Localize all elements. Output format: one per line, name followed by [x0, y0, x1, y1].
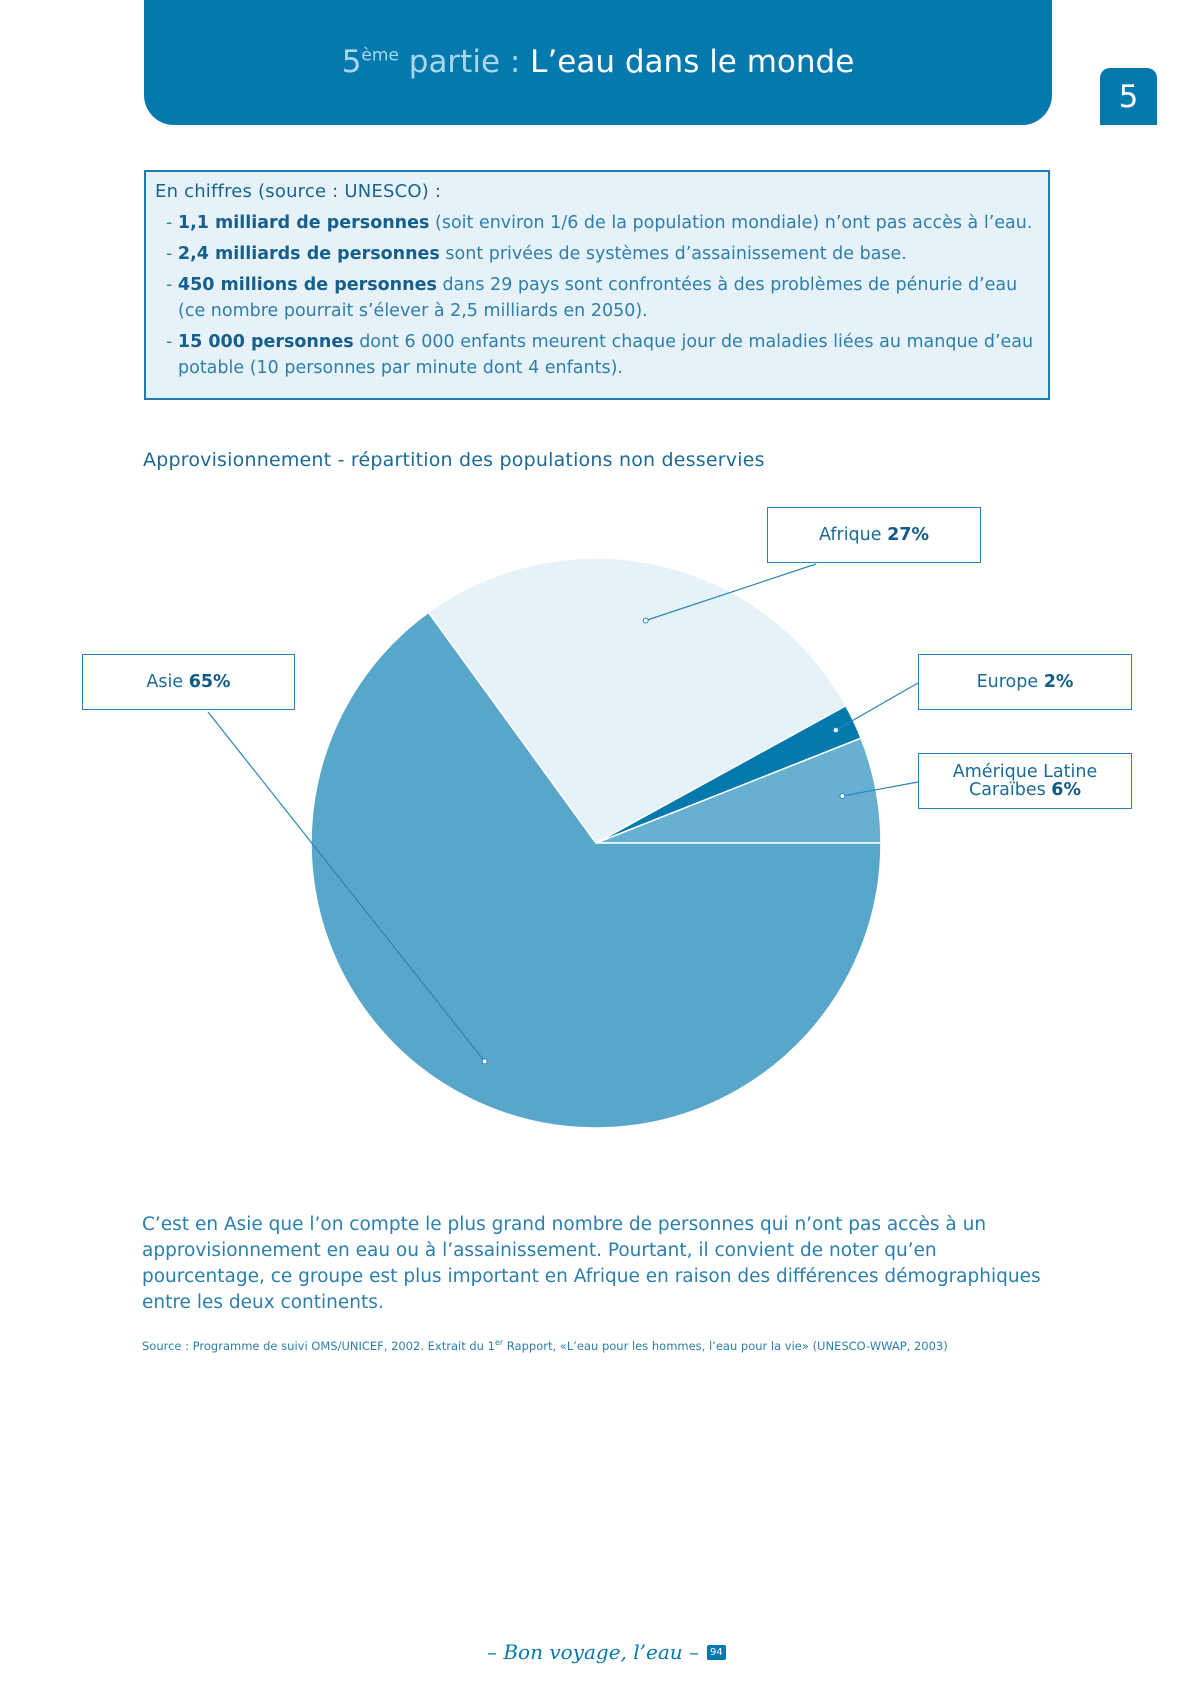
- callout-label: Europe: [976, 672, 1039, 692]
- chapter-tab: 5: [1100, 68, 1157, 125]
- callout-africa: [767, 507, 981, 563]
- section-name: L’eau dans le monde: [530, 43, 855, 80]
- fact-highlight: 1,1 milliard de personnes: [177, 213, 430, 233]
- source-note: [142, 1338, 948, 1353]
- callout-label: Afrique: [818, 525, 882, 545]
- section-header: [144, 0, 1052, 125]
- callout-value: 6%: [1051, 780, 1081, 800]
- source-ordinal: er: [494, 1338, 504, 1347]
- facts-list: [155, 210, 1039, 381]
- facts-heading: En chiffres (source : UNESCO) :: [155, 181, 442, 202]
- fact-text: dont 6 000 enfants meurent chaque jour de maladies liées au manque d’eau potable (10 personnes par minute dont 4 enfants).: [178, 332, 1034, 378]
- chart-title: Approvisionnement - répartition des populations non desservies: [143, 449, 765, 471]
- page-number: 94: [707, 1645, 726, 1660]
- fact-text: dans 29 pays sont confrontées à des problèmes de pénurie d’eau (ce nombre pourrait s’élever à 2,5 milliards en 2050).: [178, 275, 1018, 321]
- facts-box: [144, 170, 1050, 400]
- leader-line-asia-dot: [482, 1059, 487, 1064]
- footer: [487, 1640, 726, 1664]
- source-text-start: Source : Programme de suivi OMS/UNICEF, 2002. Extrait du 1: [142, 1338, 495, 1353]
- fact-highlight: 15 000 personnes: [177, 332, 354, 352]
- fact-item: - 15 000 personnes dont 6 000 enfants meurent chaque jour de maladies liées au manque d’eau potable (10 personnes par minute dont 4 enfants).: [166, 332, 1034, 378]
- fact-highlight: 450 millions de personnes: [177, 275, 437, 295]
- callout-label-line2: Caraïbes: [968, 780, 1046, 800]
- callout-label-line1: Amérique Latine: [952, 762, 1098, 782]
- fact-item: - 1,1 milliard de personnes (soit environ 1/6 de la population mondiale) n’ont pas accès à l’eau.: [166, 213, 1033, 233]
- fact-text: (soit environ 1/6 de la population mondiale) n’ont pas accès à l’eau.: [429, 213, 1033, 233]
- footer-tagline: – Bon voyage, l’eau –: [487, 1640, 700, 1664]
- callout-asia: [82, 654, 295, 710]
- section-number: 5: [341, 43, 362, 80]
- leader-line-europe: [836, 683, 918, 730]
- callout-value: 65%: [188, 672, 231, 692]
- fact-highlight: 2,4 milliards de personnes: [177, 244, 440, 264]
- callout-label: Asie: [146, 672, 184, 692]
- callout-value: 27%: [887, 525, 929, 545]
- section-title: [342, 44, 855, 80]
- pie-chart: [0, 480, 1191, 1140]
- section-number-suffix: ème: [361, 45, 399, 66]
- fact-text: sont privées de systèmes d’assainissement de base.: [439, 244, 907, 264]
- fact-item: - 450 millions de personnes dans 29 pays sont confrontées à des problèmes de pénurie d’eau (ce nombre pourrait s’élever à 2,5 milliards en 2050).: [166, 275, 1018, 321]
- source-text-end: Rapport, «L’eau pour les hommes, l’eau pour la vie» (UNESCO-WWAP, 2003): [503, 1338, 948, 1353]
- callout-europe: [918, 654, 1132, 710]
- leader-line-africa-dot: [643, 618, 648, 623]
- fact-item: - 2,4 milliards de personnes sont privées de systèmes d’assainissement de base.: [166, 244, 907, 264]
- section-part-label: partie :: [398, 43, 531, 80]
- callout-latin-america: [918, 753, 1132, 809]
- leader-line-latin-america-dot: [840, 794, 845, 799]
- callout-value: 2%: [1043, 672, 1074, 692]
- leader-line-europe-dot: [833, 728, 838, 733]
- body-paragraph: C’est en Asie que l’on compte le plus grand nombre de personnes qui n’ont pas accès à un approvisionnement en eau ou à l’assainissement. Pourtant, il convient de noter qu’en pourcentage, ce groupe est plus important en Afrique en raison des différences démographiques entre les deux continents.: [142, 1214, 1041, 1313]
